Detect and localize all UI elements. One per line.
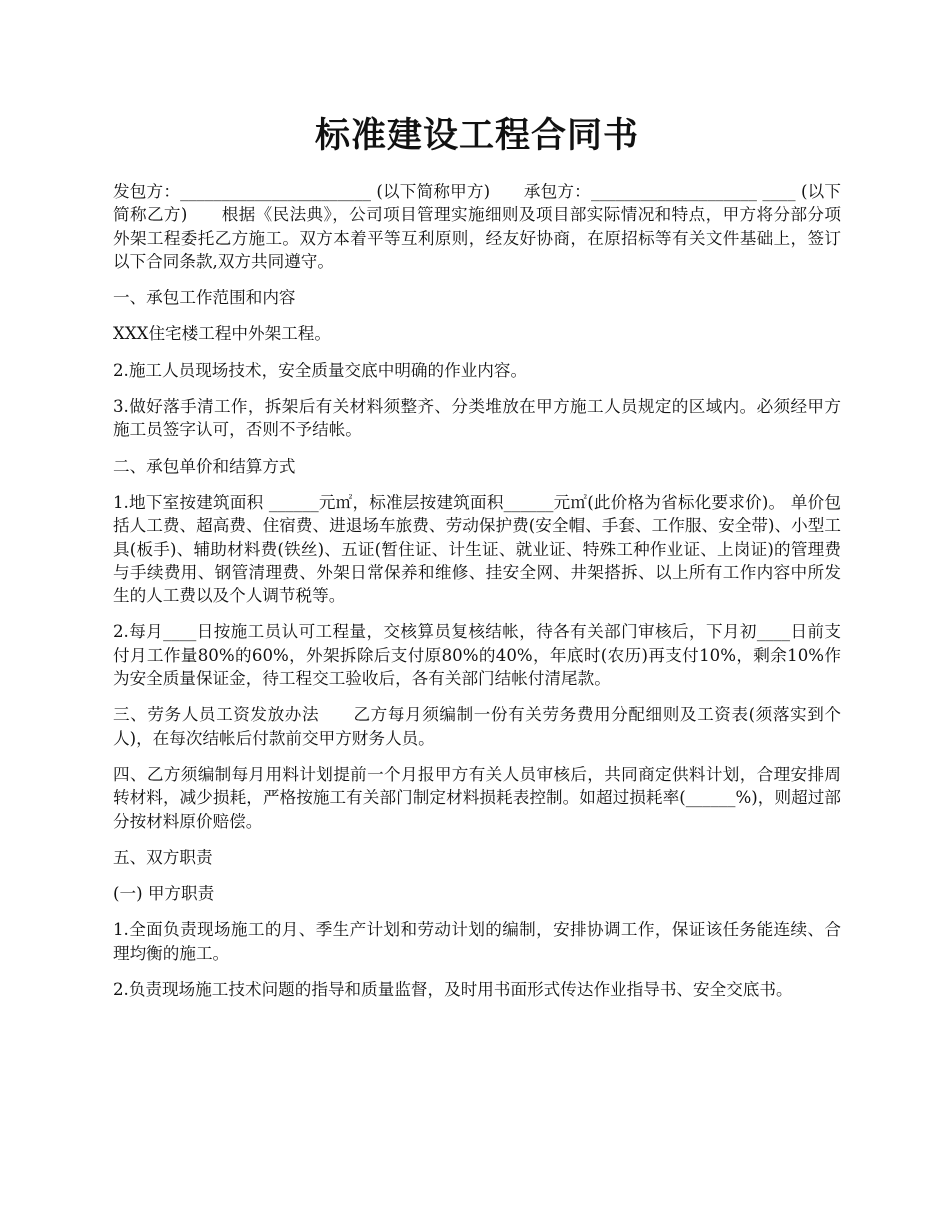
document-page bbox=[113, 112, 841, 1014]
section-heading-pricing: 二、承包单价和结算方式 bbox=[113, 456, 296, 476]
party-a-duty-1: 1.全面负责现场施工的月、季生产计划和劳动计划的编制，安排协调工作，保证该任务能连续、合理均衡的施工。 bbox=[113, 920, 841, 963]
section-wages: 三、劳务人员工资发放办法 乙方每月须编制一份有关劳务费用分配细则及工资表(须落实到个人)，在每次结帐后付款前交甲方财务人员。 bbox=[113, 705, 841, 748]
pricing-item-2: 2.每月____日按施工员认可工程量，交核算员复核结帐，待各有关部门审核后，下月初____日前支付月工作量80%的60%，外架拆除后支付原80%的40%，年底时(农历)再支付10%，剩余10%作为安全质量保证金，待工程交工验收后，各有关部门结帐付清尾款。 bbox=[113, 622, 841, 689]
scope-item-3: 3.做好落手清工作，拆架后有关材料须整齐、分类堆放在甲方施工人员规定的区域内。必须经甲方施工员签字认可，否则不予结帐。 bbox=[113, 397, 841, 440]
pricing-item-1: 1.地下室按建筑面积 ______元㎡，标准层按建筑面积______元㎡(此价格为省标化要求价)。 单价包括人工费、超高费、住宿费、进退场车旅费、劳动保护费(安全帽、手套、工作服、安全带)、小型工具(板手)、辅助材料费(铁丝)、五证(暂住证、计生证、就业证、特殊工种作业证、上岗证)的管理费与手续费用、钢管清理费、外架日常保养和维修、挂安全网、井架搭拆、以上所有工作内容中所发生的人工费以及个人调节税等。 bbox=[113, 492, 841, 606]
scope-item-1: XXX住宅楼工程中外架工程。 bbox=[113, 324, 331, 344]
party-a-duty-2: 2.负责现场施工技术问题的指导和质量监督，及时用书面形式传达作业指导书、安全交底书。 bbox=[113, 980, 793, 1000]
document-title: 标准建设工程合同书 bbox=[314, 115, 639, 156]
section-heading-duties: 五、双方职责 bbox=[113, 847, 213, 867]
section-materials: 四、乙方须编制每月用料计划提前一个月报甲方有关人员审核后，共同商定供料计划，合理安排周转材料，减少损耗，严格按施工有关部门制定材料损耗表控制。如超过损耗率(______%)，则超过部分按材料原价赔偿。 bbox=[113, 764, 841, 831]
subsection-heading-party-a: (一) 甲方职责 bbox=[113, 884, 215, 904]
scope-item-2: 2.施工人员现场技术，安全质量交底中明确的作业内容。 bbox=[113, 360, 528, 380]
intro-paragraph: 发包方：_______________________ (以下简称甲方) 承包方：____________________ ____ (以下简称乙方) 根据《民法典》，公司项目管理实施细则及项目部实际情况和特点，甲方将分部分项外架工程委托乙方施工。双方本着平等互利原则，经友好协商，在原招标等有关文件基础上，签订以下合同条款,双方共同遵守。 bbox=[113, 182, 841, 271]
section-heading-scope: 一、承包工作范围和内容 bbox=[113, 288, 296, 308]
